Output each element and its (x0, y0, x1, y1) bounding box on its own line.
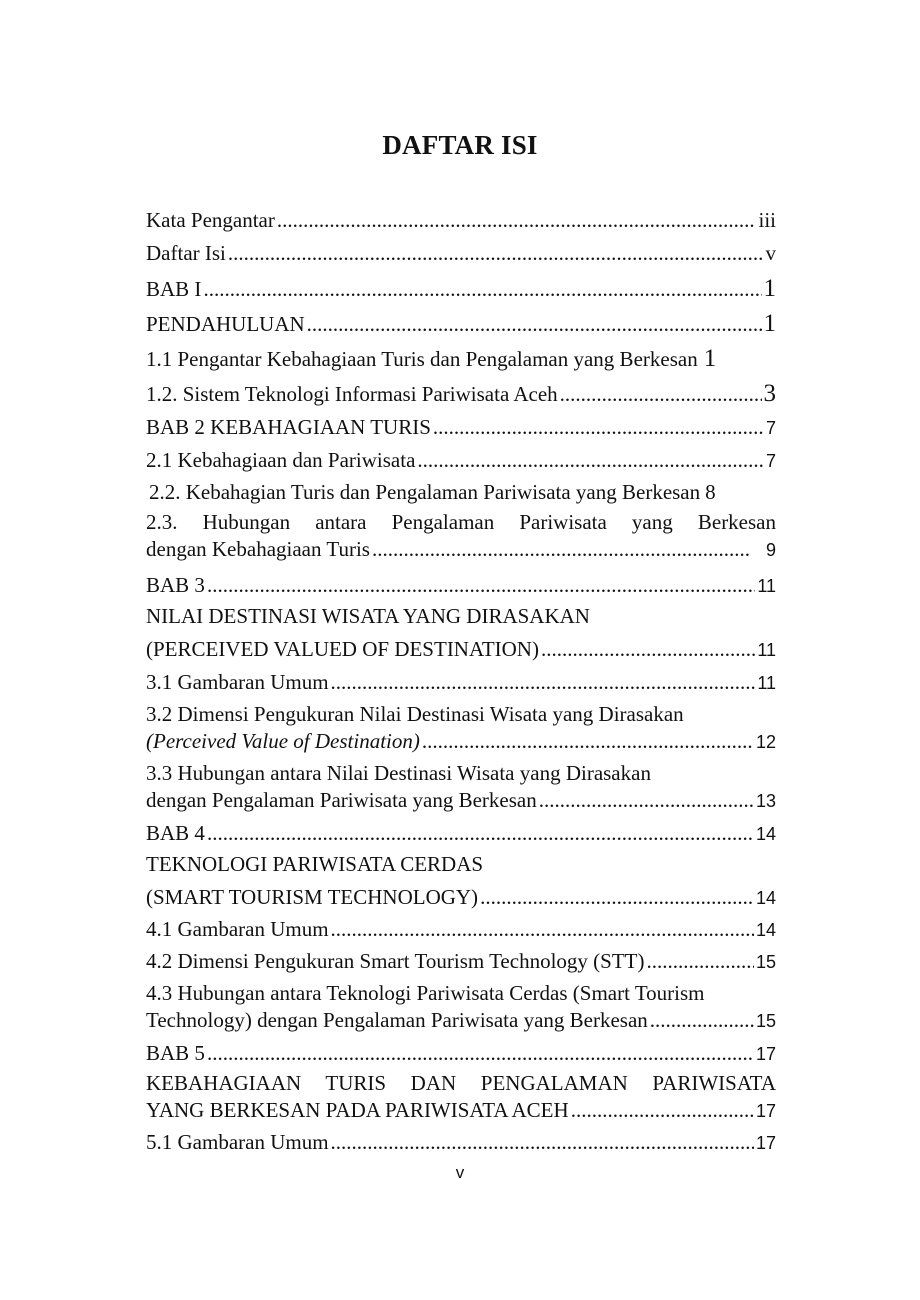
leader-dots (203, 277, 761, 302)
leader-dots (646, 949, 753, 974)
toc-entry-title: BAB 3 (146, 573, 205, 597)
toc-entry-title-line1: KEBAHAGIAAN TURIS DAN PENGALAMAN PARIWISATA (146, 1071, 776, 1095)
toc-entry-title: 1.2. Sistem Teknologi Informasi Pariwisata Aceh (146, 382, 558, 406)
toc-entry-title: Technology) dengan Pengalaman Pariwisata yang Berkesan (146, 1008, 648, 1032)
toc-entry-5-1[interactable] (146, 1130, 776, 1155)
toc-entry-3-2[interactable] (146, 702, 776, 754)
toc-entry-page: 17 (755, 1133, 776, 1153)
toc-entry-page: 14 (755, 824, 776, 844)
toc-entry-title: 1.1 Pengantar Kebahagiaan Turis dan Pengalaman yang Berkesan (146, 347, 698, 371)
toc-entry-page: iii (758, 208, 776, 232)
toc-entry-title: dengan Pengalaman Pariwisata yang Berkesan (146, 788, 537, 812)
toc-entry-kata-pengantar[interactable] (146, 208, 776, 233)
toc-entry-1-2[interactable] (146, 380, 776, 408)
leader-dots (571, 1098, 754, 1123)
toc-entry-2-3[interactable] (146, 510, 776, 562)
toc-entry-title-line1: 3.3 Hubungan antara Nilai Destinasi Wisata yang Dirasakan (146, 761, 651, 785)
toc-entry-bab-5-title[interactable] (146, 1071, 776, 1123)
leader-dots (372, 537, 750, 562)
toc-entry-title: 4.1 Gambaran Umum (146, 917, 329, 941)
leader-dots (228, 241, 764, 266)
toc-entry-title: YANG BERKESAN PADA PARIWISATA ACEH (146, 1098, 569, 1122)
leader-dots (277, 208, 757, 233)
leader-dots (422, 729, 754, 754)
toc-entry-page: 14 (755, 888, 776, 908)
leader-dots (331, 1130, 754, 1155)
toc-entry-2-2[interactable] (149, 480, 776, 505)
toc-entry-title: (PERCEIVED VALUED OF DESTINATION) (146, 637, 539, 661)
toc-entry-page: 11 (757, 673, 776, 693)
toc-entry-title: 2.1 Kebahagiaan dan Pariwisata (146, 448, 416, 472)
page-number: v (455, 1163, 465, 1182)
toc-entry-page: 3 (763, 380, 776, 407)
toc-entry-daftar-isi[interactable] (146, 241, 776, 266)
leader-dots (207, 821, 754, 846)
page-title: DAFTAR ISI (382, 130, 538, 160)
leader-dots (650, 1008, 754, 1033)
toc-entry-bab-3[interactable] (146, 573, 776, 598)
toc-entry-title: (Perceived Value of Destination) (146, 729, 420, 753)
toc-entry-title: BAB 5 (146, 1041, 205, 1065)
toc-entry-title: BAB I (146, 277, 202, 301)
toc-entry-1-1[interactable] (146, 345, 776, 373)
toc-entry-title: 2.2. Kebahagian Turis dan Pengalaman Pariwisata yang Berkesan (149, 480, 701, 504)
toc-entry-page: 17 (755, 1044, 776, 1064)
toc-entry-page: 1 (763, 275, 776, 302)
leader-dots (417, 448, 764, 473)
toc-entry-title: (SMART TOURISM TECHNOLOGY) (146, 885, 479, 909)
leader-dots (307, 312, 762, 337)
toc-entry-page: 14 (755, 920, 776, 940)
toc-entry-page: v (765, 241, 776, 265)
toc-entry-bab-1[interactable] (146, 275, 776, 303)
toc-entry-2-1[interactable] (146, 448, 776, 473)
toc-entry-title: Daftar Isi (146, 241, 226, 265)
leader-dots (541, 637, 755, 662)
toc-entry-page: 1 (763, 310, 776, 337)
toc-entry-bab-5[interactable] (146, 1041, 776, 1066)
toc-entry-page: 11 (757, 576, 776, 596)
toc-entry-4-3[interactable] (146, 981, 776, 1033)
toc-entry-page: 15 (755, 952, 776, 972)
toc-entry-page: 9 (765, 540, 776, 560)
toc-entry-page: 17 (755, 1101, 776, 1121)
leader-dots (433, 415, 764, 440)
toc-entry-title: dengan Kebahagiaan Turis (146, 537, 370, 561)
toc-entry-4-1[interactable] (146, 917, 776, 942)
leader-dots (480, 885, 754, 910)
toc-entry-page: 1 (703, 345, 717, 372)
toc-entry-page: 13 (755, 791, 776, 811)
toc-entry-page: 15 (755, 1011, 776, 1031)
toc-entry-page: 7 (765, 418, 776, 438)
leader-dots (560, 382, 762, 407)
toc-entry-4-2[interactable] (146, 949, 776, 974)
toc-entry-bab-3-title[interactable] (146, 604, 776, 662)
leader-dots (331, 670, 756, 695)
toc-entry-title: BAB 4 (146, 821, 205, 845)
toc-entry-bab-2[interactable] (146, 415, 776, 440)
toc-entry-title: 5.1 Gambaran Umum (146, 1130, 329, 1154)
leader-dots (207, 573, 755, 598)
toc-entry-page: 11 (757, 640, 776, 660)
toc-entry-title-line1: 4.3 Hubungan antara Teknologi Pariwisata Cerdas (Smart Tourism (146, 981, 705, 1005)
toc-entry-title: PENDAHULUAN (146, 312, 305, 336)
toc-entry-title-line1: 3.2 Dimensi Pengukuran Nilai Destinasi Wisata yang Dirasakan (146, 702, 684, 726)
toc-entry-pendahuluan[interactable] (146, 310, 776, 338)
toc-entry-title: BAB 2 KEBAHAGIAAN TURIS (146, 415, 431, 439)
toc-entry-title-line1: TEKNOLOGI PARIWISATA CERDAS (146, 852, 484, 876)
toc-entry-title: Kata Pengantar (146, 208, 275, 232)
leader-dots (539, 788, 754, 813)
toc-entry-bab-4-title[interactable] (146, 852, 776, 910)
toc-entry-page: 7 (765, 451, 776, 471)
toc-entry-title: 3.1 Gambaran Umum (146, 670, 329, 694)
leader-dots (207, 1041, 754, 1066)
toc-entry-page: 8 (705, 480, 716, 504)
toc-entry-title: 4.2 Dimensi Pengukuran Smart Tourism Technology (STT) (146, 949, 645, 973)
leader-dots (331, 917, 754, 942)
toc-entry-bab-4[interactable] (146, 821, 776, 846)
toc-entry-3-1[interactable] (146, 670, 776, 695)
toc-entry-page: 12 (755, 732, 776, 752)
toc-entry-title-line1: 2.3. Hubungan antara Pengalaman Pariwisata yang Berkesan (146, 510, 776, 534)
toc-entry-title-line1: NILAI DESTINASI WISATA YANG DIRASAKAN (146, 604, 590, 628)
toc-entry-3-3[interactable] (146, 761, 776, 813)
